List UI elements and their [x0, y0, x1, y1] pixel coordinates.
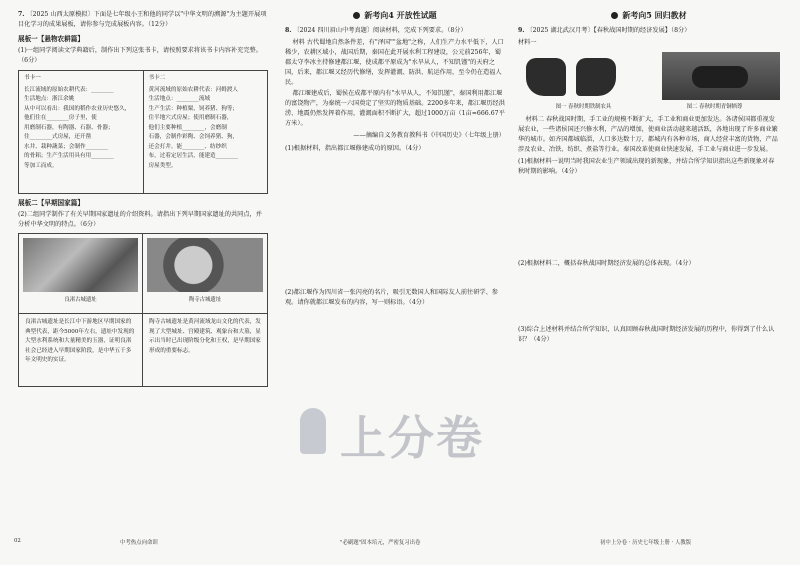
question-9 [518, 26, 780, 36]
book-card-1 [19, 71, 143, 193]
card-title: 书卡一 [24, 75, 41, 81]
middle-column [285, 10, 505, 310]
photo-caption: 陶寺古城遗址 [188, 297, 222, 303]
card-line: 房屋类型。 [148, 162, 177, 169]
card-line: 水井、栽种蔬菜；会制作________ [24, 143, 108, 150]
photo-cell-liangzhu [19, 234, 143, 314]
question-8-1: (1)根据材料，指出都江堰修建成功的原因。（4分） [285, 145, 425, 152]
card-line: 的骨耜；生产生活用具有用________ [24, 153, 114, 159]
card-line: 住________式房屋，还开凿 [24, 134, 92, 140]
footer-center: "必刷题"固本培元，严密复习出卷 [340, 540, 421, 546]
answer-space[interactable] [518, 271, 780, 323]
question-text: 〔2024 四川眉山中考真题〕阅读材料，完成下列要求。（8分） [293, 27, 467, 34]
figure-caption: 图二 春秋时期青铜牺尊 [686, 104, 743, 110]
source-citation: ——摘编自义务教育教科书《中国历史》（七年级上册） [353, 132, 505, 139]
question-9-2: (2)根据材料二，概括春秋战国时期经济发展的总体表现。（4分） [518, 260, 695, 267]
book-cards [18, 70, 268, 194]
board2-question: (2)二组同学制作了有关早期国家遗址的介绍资料。请指出下列早期国家遗址的共同点，并分析中华文明的特点。（6分） [18, 211, 262, 228]
card-line: 石器，会制作彩陶、会饲养猪、狗， [148, 134, 239, 140]
bronze-ox-image [662, 52, 780, 100]
question-9-3: (3)综合上述材料并结合所学知识，认真回顾春秋战国时期经济发展的历程中，你得到了什么认识？（4分） [518, 326, 775, 343]
brand-watermark: 上分卷 [340, 411, 484, 465]
card-line: 黄河流域的原始农耕代表：河姆渡人 [148, 86, 239, 93]
question-number: 9. [518, 27, 525, 34]
card-line: 长江流域的原始农耕代表：________ [24, 86, 114, 93]
question-7 [18, 10, 268, 30]
question-8 [285, 26, 505, 36]
card-title: 书卡二 [148, 75, 166, 81]
board1-question: (1)一组同学阅读文学典籍后，制作出下列这张书卡，请按照要求将该书卡内容补充完整。（6分） [18, 47, 262, 64]
question-number: 8. [285, 27, 292, 34]
card-line: 生活地点：________流域 [148, 96, 211, 102]
page-number: 02 [14, 538, 21, 544]
iron-tool-image [518, 52, 636, 100]
liangzhu-description: 良渚古城遗址是长江中下游地区早期国家的典型代表，距今5000年左右，遗址中发现的大型水利系统和大量精美的玉器，证明良渚社会已经进入早期国家阶段，是中华五千多年文明史的实证。 [19, 314, 143, 386]
bullet-icon [353, 12, 360, 19]
question-text: 〔2025 山西太原模拟〕下面是七年级小王和他的同学以"中华文明的溯源"为主题开展项目化学习的成果展板，请你参与完成展板内容。（12分） [18, 11, 267, 28]
site-table [18, 233, 268, 387]
figure-caption: 图一 春秋时期铁制农具 [555, 104, 612, 110]
board1-title: 展板一【悬物农耕篇】 [18, 35, 84, 43]
material-2-paragraph: 材料二 春秋战国时期，手工业的规模不断扩大，手工业和商业更加发达。各诸侯国都重视发展农业，一些诸侯国还兴修水利，产品的增加，使商业活动越来越活跃，各地出现了许多商业繁华的城市。如齐国都城临淄，人口多达数十万，都城内有各种市场，商人经营丰富的货物，产品涉及农业、冶铁、纺织、煮盐等行业。秦国改革使商业快速发展，手工业与商业进一步发展。 [518, 116, 778, 153]
question-8-2: (2)都江堰作为四川省一张闪亮的名片，吸引无数国人和国际友人前往研学、参观。请你就都江堰发布的内容，写一则标语。（4分） [285, 289, 498, 306]
question-9-1: (1)根据材料一说明当时我国农业生产领域出现的新现象，并结合所学知识指出这些新现象对春秋时期的影响。（4分） [518, 158, 775, 175]
liangzhu-photo [23, 238, 138, 292]
rocket-icon [300, 408, 326, 454]
book-card-2 [143, 71, 268, 193]
taosi-photo [147, 238, 263, 292]
figure-row [518, 52, 780, 100]
card-line: 他们住在________房子里，使 [24, 115, 97, 121]
photo-caption: 良渚古城遗址 [64, 297, 97, 303]
card-line: 还会打井。能________、纺纱织 [148, 143, 227, 150]
right-column [518, 10, 780, 347]
photo-cell-taosi [143, 234, 267, 314]
taosi-description: 陶寺古城遗址是黄河流域龙山文化的代表，发现了大型城址、宫殿建筑、观象台和大墓，显示出当时已出现阶级分化和王权，是早期国家形成的重要标志。 [149, 319, 261, 354]
left-column [18, 10, 268, 387]
material-paragraph: 都江堰建成后，蜀侯在成都平原内有"水旱从人，不知饥馑"，秦国利用都江堰的富饶物产，为秦统一六国奠定了坚实的物质基础。2200多年来，都江堰历经洪涝、地震仍然发挥着作用，灌溉面积不断扩大，超过1000万亩（1亩≈666.67平方米）。 [285, 90, 505, 127]
section-heading: 新考向4 开放性试题 [285, 10, 505, 20]
card-line: 生活地点：浙江余姚 [24, 96, 75, 102]
card-line: 从中可以看出：我国的稻作农业历史悠久， [24, 105, 131, 112]
card-line: 住半地穴式房屋；使用磨制石器， [148, 115, 233, 121]
card-line: 用磨制石器，有陶器、石器、骨器； [24, 124, 114, 131]
question-text: 〔2025 湖北武汉月考〕【春秋战国时期的经济发展】（8分） [526, 27, 691, 34]
bullet-icon [611, 12, 618, 19]
footer-left: 中考热点向命训 [120, 540, 158, 546]
section-heading: 新考向5 回归教材 [518, 10, 780, 20]
figure-captions [518, 102, 780, 112]
card-line: 生产生活：种植粟，饲养猪、狗等； [148, 105, 239, 112]
answer-space[interactable] [285, 156, 505, 286]
question-number: 7. [18, 11, 25, 18]
material-1-label: 材料一 [518, 39, 537, 46]
card-line: 布，过着定居生活，能建造________ [148, 153, 239, 159]
card-line: 等加工而成。 [24, 162, 58, 169]
card-line: 他们主要种植________，会磨制 [148, 124, 227, 131]
material-paragraph: 材料 古代蜀地自然条件差，有"泽国""盆地"之称，人们生产力水平低下，人口稀少，农耕区域小，战国后期，秦国在此开展水利工程建设，公元前256年，蜀郡太守李冰主持修建都江堰，使成都平原成为"水旱从人，不知饥馑"的天府之国，后来，都江堰又经历代修缮，发挥灌溉、防洪、航运作用，至今仍在造福人民。 [285, 39, 504, 86]
answer-space[interactable] [518, 179, 780, 257]
board2-title: 展板二【早期国家篇】 [18, 199, 84, 207]
footer-right: 初中上分卷 · 历史七年级上册 · 人教版 [600, 540, 692, 546]
